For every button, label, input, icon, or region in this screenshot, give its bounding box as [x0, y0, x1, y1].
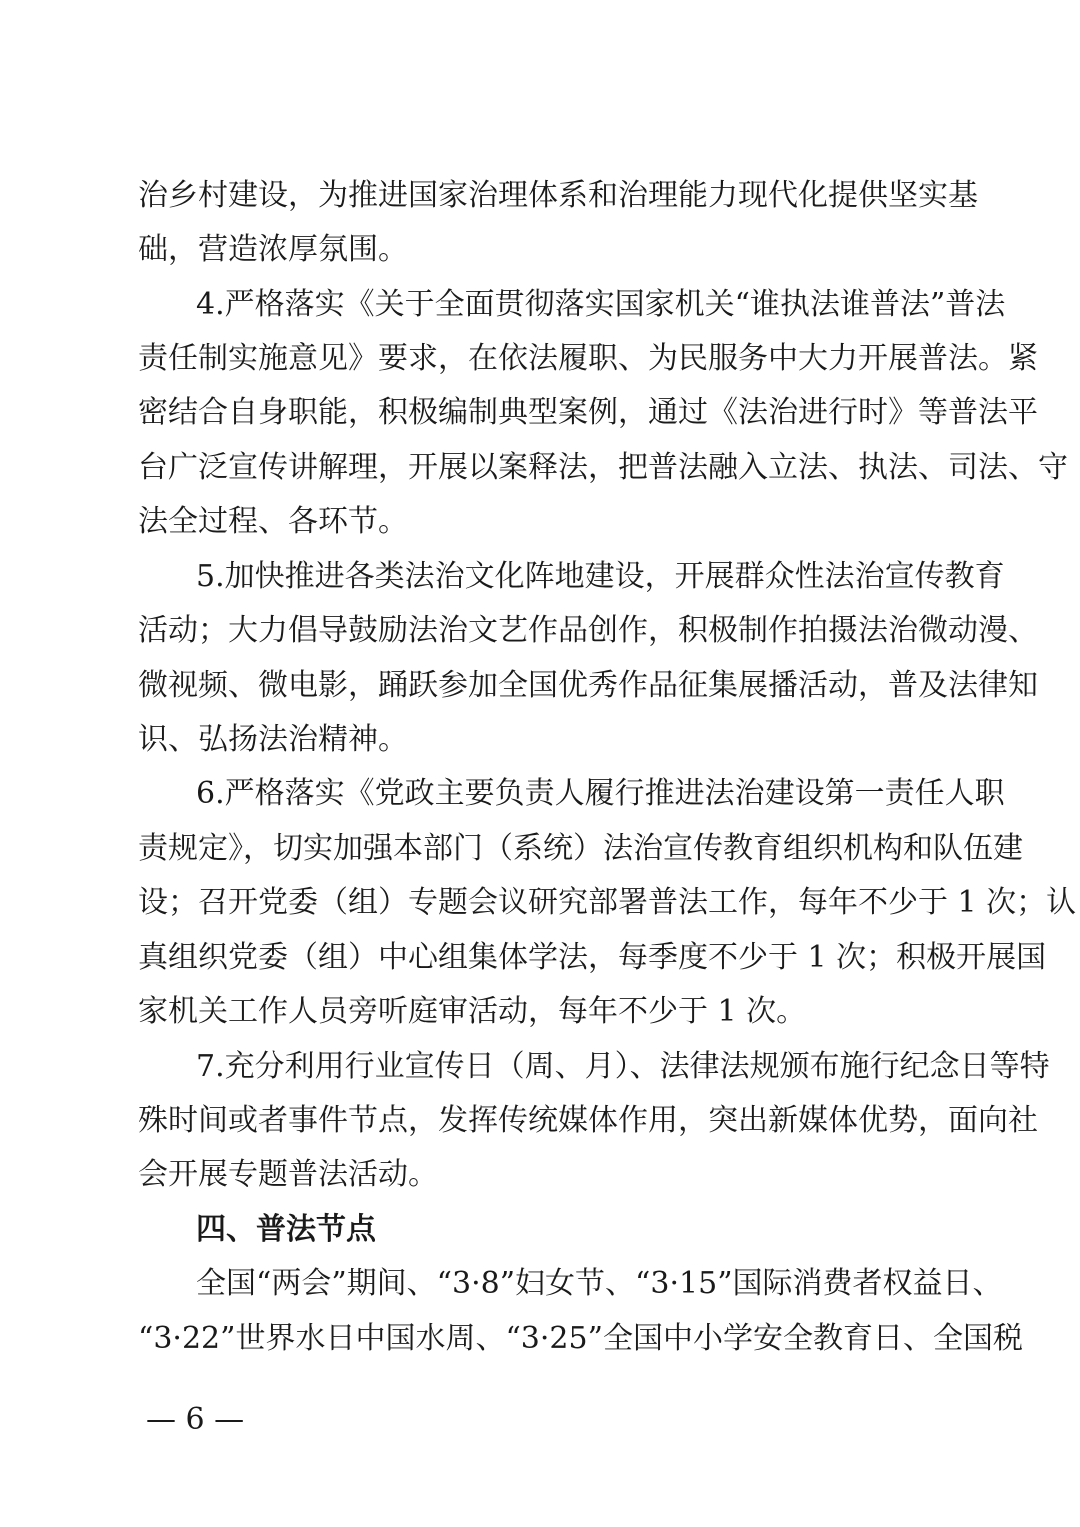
body-line: “3·22”世界水日中国水周、“3·25”全国中小学安全教育日、全国税 — [138, 1321, 1023, 1356]
page-number: — 6 — — [146, 1402, 245, 1437]
body-line: 5.加快推进各类法治文化阵地建设，开展群众性法治宣传教育 — [196, 559, 1005, 594]
body-line: 活动；大力倡导鼓励法治文艺作品创作，积极制作拍摄法治微动漫、 — [138, 613, 1038, 648]
section-heading: 四、普法节点 — [196, 1212, 376, 1247]
body-line: 设；召开党委（组）专题会议研究部署普法工作，每年不少于 1 次；认 — [138, 885, 1077, 920]
body-line: 会开展专题普法活动。 — [138, 1157, 438, 1192]
body-line: 责规定》，切实加强本部门（系统）法治宣传教育组织机构和队伍建 — [138, 831, 1023, 866]
body-line: 6.严格落实《党政主要负责人履行推进法治建设第一责任人职 — [196, 776, 1005, 811]
body-line: 础，营造浓厚氛围。 — [138, 232, 408, 267]
body-line: 全国“两会”期间、“3·8”妇女节、“3·15”国际消费者权益日、 — [196, 1266, 1003, 1301]
body-line: 家机关工作人员旁听庭审活动，每年不少于 1 次。 — [138, 994, 807, 1029]
body-line: 真组织党委（组）中心组集体学法，每季度不少于 1 次；积极开展国 — [138, 940, 1047, 975]
body-line: 责任制实施意见》要求，在依法履职、为民服务中大力开展普法。紧 — [138, 341, 1038, 376]
body-line: 台广泛宣传讲解理，开展以案释法，把普法融入立法、执法、司法、守 — [138, 450, 1068, 485]
body-line: 微视频、微电影，踊跃参加全国优秀作品征集展播活动，普及法律知 — [138, 668, 1038, 703]
body-line: 识、弘扬法治精神。 — [138, 722, 408, 757]
body-line: 法全过程、各环节。 — [138, 504, 408, 539]
body-line: 密结合自身职能，积极编制典型案例，通过《法治进行时》等普法平 — [138, 395, 1038, 430]
body-line: 4.严格落实《关于全面贯彻落实国家机关“谁执法谁普法”普法 — [196, 287, 1006, 322]
body-line: 7.充分利用行业宣传日（周、月）、法律法规颁布施行纪念日等特 — [196, 1049, 1050, 1084]
body-line: 治乡村建设，为推进国家治理体系和治理能力现代化提供坚实基 — [138, 178, 978, 213]
body-line: 殊时间或者事件节点，发挥传统媒体作用，突出新媒体优势，面向社 — [138, 1103, 1038, 1138]
